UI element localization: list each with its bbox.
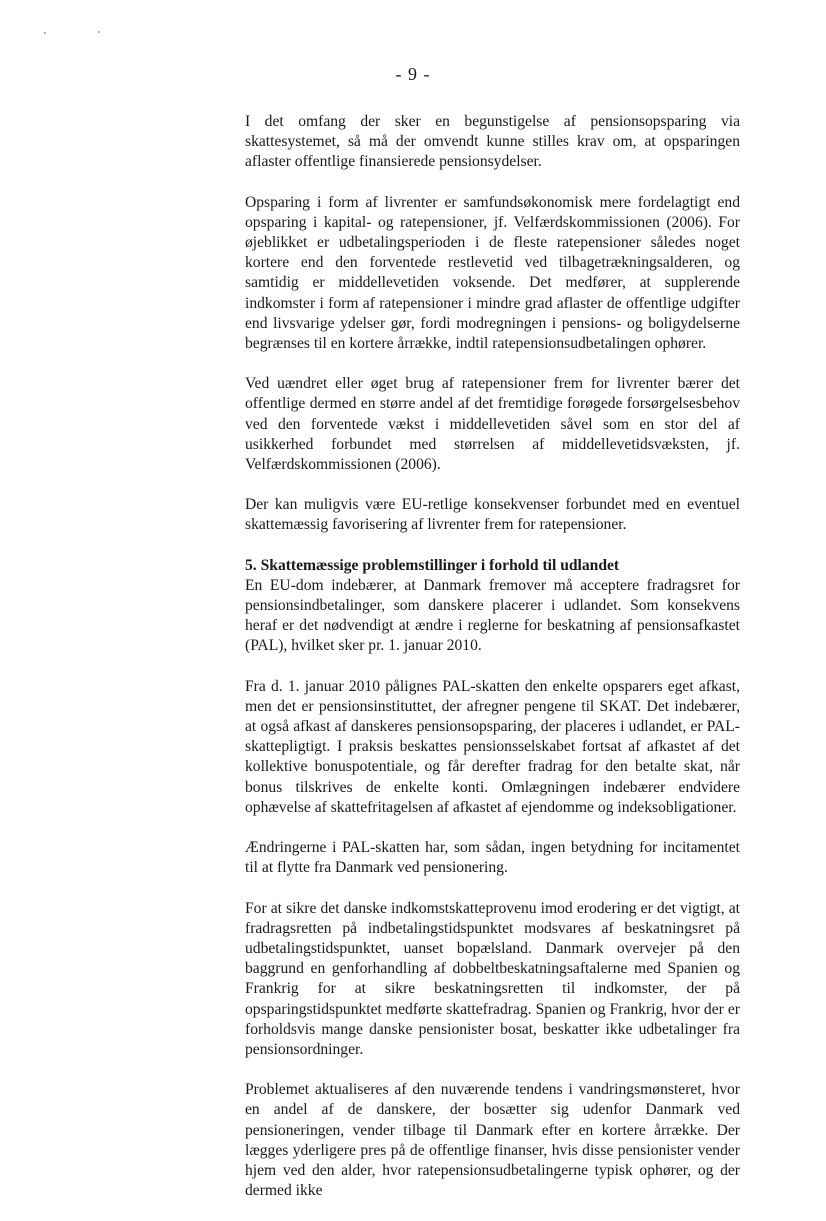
paragraph: Ændringerne i PAL-skatten har, som sådan, ingen betydning for incitamentet til at flytte fra Danmark ved pensionering. [245,839,740,877]
paragraph: I det omfang der sker en begunstigelse af pensionsopsparing via skattesystemet, så må der omvendt kunne stilles krav om, at opsparingen aflaster offentlige finansierede pensionsydelser. [245,113,740,171]
paragraph: En EU-dom indebærer, at Danmark fremover må acceptere fradragsret for pensionsindbetalinger, som danskere placerer i udlandet. Som konsekvens heraf er det nødvendigt at ændre i reglerne for beskatning af pensionsafkastet (PAL), hvilket sker pr. 1. januar 2010. [245,576,740,655]
section-5 [245,556,740,1202]
paragraph: Fra d. 1. januar 2010 pålignes PAL-skatten den enkelte opsparers eget afkast, men det er pensionsinstituttet, der afregner pengene til SKAT. Det indebærer, at også afkast af danskeres pensionsopsparing, der placeres i udlandet, er PAL-skattepligtigt. I praksis beskattes pensionsselskabet fortsat af afkastet af det kollektive bonuspotentiale, og får derefter fradrag for den betalte skat, når bonus tilskrives de enkelte konti. Omlægningen indebærer endvidere ophævelse af skattefritagelsen af afkastet af ejendomme og indeksobligationer. [245,677,740,816]
paragraph: Problemet aktualiseres af den nuværende tendens i vandringsmønsteret, hvor en andel af de danskere, der bosætter sig udenfor Danmark ved pensioneringen, vender tilbage til Danmark efter en kortere årrække. Der lægges yderligere pres på de offentlige finanser, hvis disse pensionister vender hjem ved den alder, hvor ratepensionsudbetalingerne typisk ophører, og der dermed ikke [245,1081,740,1200]
scan-speck [98,31,100,33]
paragraph: For at sikre det danske indkomstskatteprovenu imod erodering er det vigtigt, at fradragsretten på indbetalingstidspunktet modsvares af beskatningsret på udbetalingstidspunktet, uanset bopælsland. Danmark overvejer på den baggrund en genforhandling af dobbeltbeskatningsaftalerne med Spanien og Frankrig for at sikre beskatningsretten til indkomster, der på opsparingstidspunktet medførte skattefradrag. Spanien og Frankrig, hvor der er forholdsvis mange danske pensionister bosat, beskatter ikke udbetalinger fra pensionsordninger. [245,899,740,1058]
section-heading: 5. Skattemæssige problemstillinger i forhold til udlandet [245,556,620,574]
paragraph: Opsparing i form af livrenter er samfundsøkonomisk mere fordelagtigt end opsparing i kapital- og ratepensioner, jf. Velfærdskommissionen (2006). For øjeblikket er udbetalingsperioden i de fleste ratepensioner således noget kortere end den forventede restlevetid ved tilbagetrækningsalderen, og samtidig er middellevetiden voksende. Det medfører, at supplerende indkomster i form af ratepensioner i mindre grad aflaster de offentlige udgifter end livsvarige ydelser gør, fordi modregningen i pensions- og boligydelserne begrænses til en kortere årrække, indtil ratepensionsudbetalingen ophører. [245,193,740,353]
document-body [245,112,740,1221]
scan-artifacts [30,28,110,38]
scan-speck [44,32,46,34]
paragraph: Der kan muligvis være EU-retlige konsekvenser forbundet med en eventuel skattemæssig favorisering af livrenter frem for ratepensioner. [245,496,740,534]
page-number: - 9 - [395,64,431,84]
paragraph: Ved uændret eller øget brug af ratepensioner frem for livrenter bærer det offentlige dermed en større andel af det fremtidige forøgede forsørgelsesbehov ved den forventede vækst i middellevetiden såvel som en stor del af usikkerhed forbundet med størrelsen af middellevetidsvæksten, jf. Velfærdskommissionen (2006). [245,375,740,474]
